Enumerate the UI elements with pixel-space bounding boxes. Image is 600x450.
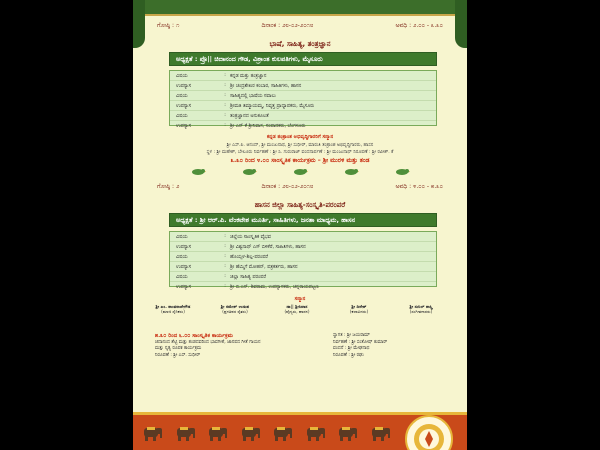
bottom-session-row: ಉಪನ್ಯಾಸ : ಶ್ರೀ ಬಿ.ಎನ್. ಶಿವರಾಮ, ಉಪನ್ಯಾಸಕರು, ಚನ್ನರಾಯಪಟ್ಟಣ [176,284,319,290]
top-sub-line-1: ಶ್ರೀ ಎಸ್.ಪಿ. ಆನಂದ್, ಶ್ರೀ ಮಂಜುನಾಥ, ಶ್ರೀ ಸುಧೀರ್, ಮಾರುತಿ ತಂತ್ರಾಂಶ ಅಭಿವೃದ್ಧಿಗಾರರು, ಹಾಸನ [226,143,374,148]
bottom-chair-line: ಅಧ್ಯಕ್ಷತೆ : ಶ್ರೀ ಆರ್.ಪಿ. ವೆಂಕಟೇಶ ಮೂರ್ತಿ, ಸಾಹಿತಿಗಳು, ಜನತಾ ಮಾಧ್ಯಮ, ಹಾಸನ [176,215,356,224]
top-date-label: ದಿನಾಂಕ : ೨೮-೦೨-೨೦೧೮ [261,22,314,29]
bottom-right-list: ಸ್ವಾಗತ : ಶ್ರೀ ಜಯರಾಮ್ ನಿರ್ವಹಣೆ : ಶ್ರೀ ಸಂತೋಷ್ ಕುಮಾರ್ ವಂದನೆ : ಶ್ರೀ ಮೇಘನಾಥ ನಿರೂಪಣೆ : ಶ್ರೀ ರಘು [333,333,388,358]
bottom-section-title: ಹಾಸನ ಜಿಲ್ಲಾ ಸಾಹಿತ್ಯ-ಸಂಸ್ಕೃತಿ-ಪರಂಪರೆ [254,201,346,209]
top-session-row: ಉಪನ್ಯಾಸ : ಶ್ರೀಮತಿ ತಿಮ್ಮಾಯಮ್ಮ, ನಿವೃತ್ತ ಪ್ರಾಧ್ಯಾಪಕರು, ಮೈಸೂರು [170,101,436,111]
elephant-icon [174,422,196,442]
top-session-row: ವಿಷಯ : ಸಾಹಿತ್ಯದಲ್ಲಿ ಭಾಷೆಯ ಸವಾಲು [170,91,436,101]
bottom-cultural-desc-3: ನಿರೂಪಣೆ : ಶ್ರೀ ಎಸ್. ಸುಧೀರ್ [155,352,201,358]
honor-heading: ಸನ್ಮಾನ [294,296,306,302]
top-meta-row [157,22,443,30]
bottom-time-label: ಅವಧಿ : ೪.೦೦ - ೫.೩೦ [395,183,443,190]
elephant-icon [239,422,261,442]
top-time-label: ಅವಧಿ : ೨.೦೦ - ೩.೩೦ [395,22,443,29]
honoree-item: ಶ್ರೀ ಎಂ. ಶಾಂತರಾಜೇಗೌಡ (ಮಾಜಿ ಸೈನಿಕರು) [155,304,191,314]
top-cultural-line: ೩.೩೦ ರಿಂದ ೪.೦೦ ಸಾಂಸ್ಕೃತಿಕ ಕಾರ್ಯಕ್ರಮ – ಶ್ರೀ ಮುರಳಿ ಮತ್ತು ತಂಡ [230,157,370,164]
logo-emblem-icon [411,421,447,450]
sammelana-logo [405,415,453,450]
bottom-session-row: ವಿಷಯ : ಜಿಲ್ಲೆಯ ಸಾಂಸ್ಕೃತಿಕ ವೈಭವ [170,232,436,242]
bottom-sessions-box [169,231,437,290]
bottom-chair-banner [169,213,437,227]
bottom-session-row: ವಿಷಯ : ಹೊಯ್ಸಳ-ಶಿಲ್ಪ-ಪರಂಪರೆ [170,252,436,262]
elephant-icon [206,422,228,442]
bottom-session-row: ಉಪನ್ಯಾಸ : ಶ್ರೀ ಹೆಮ್ಮಿಗೆ ಮೋಹನ್, ಪತ್ರಕರ್ತರು, ಹಾಸನ [170,262,436,272]
bird-icon [394,168,410,176]
elephant-icon [336,422,358,442]
bottom-date-label: ದಿನಾಂಕ : ೨೮-೦೨-೨೦೧೮ [261,183,314,190]
elephant-icon [271,422,293,442]
elephants-row [141,422,391,444]
bottom-meta-row [157,183,443,191]
bird-icon [343,168,359,176]
elephant-icon [369,422,391,442]
top-sub-line-2: ಸ್ಥಳ : ಶ್ರೀ ಮಹೇಶ್, ಬೇಲೂರು ನಿರ್ವಹಣೆ : ಶ್ರೀ ಸಿ. ಗುರುರಾಜ್ ವಂದನಾರ್ಪಣೆ : ಶ್ರೀ ಮಂಜುನಾಥ್ ನಿರೂಪಣೆ : ಶ್ರೀ ರವೀಶ್. ಕೆ [206,150,394,155]
birds-row [173,166,427,178]
elephant-icon [304,422,326,442]
bird-icon [292,168,308,176]
bottom-cultural-block [155,333,325,359]
honoree-item: ಶ್ರೀ ರಮೇಶ್ ಉಡುಪ (ಪ್ರಗತಿಪರ ರೈತರು) [220,304,250,314]
bird-icon [241,168,257,176]
top-session-row: ವಿಷಯ : ಕನ್ನಡ ಮತ್ತು ತಂತ್ರಜ್ಞಾನ [170,71,436,81]
top-chair-banner [169,52,437,66]
top-session-row: ಉಪನ್ಯಾಸ : ಶ್ರೀ ಚಂದ್ರಶೇಖರ ಕಂಬಾರ, ಸಾಹಿತಿಗಳು, ಹಾಸನ [170,81,436,91]
bottom-cultural-line: ೫.೩೦ ರಿಂದ ೬.೦೦ ಸಾಂಸ್ಕೃತಿಕ ಕಾರ್ಯಕ್ರಮ [155,333,233,339]
bottom-decorative-strip [133,412,467,450]
bottom-cultural-desc-1: ಚಿದಾನಂದ ಶೆಟ್ಟಿ ಮತ್ತು ತಂಡದವರಿಂದ ಭಾವಗೀತೆ, ಜಾನಪದ ಗೀತೆ ಗಾಯನ [155,339,261,345]
honoree-item: ಶ್ರೀ ದಿನೇಶ್ (ಕಲಾವಿದರು) [349,304,369,314]
top-sessions-box [169,70,437,129]
honoree-item: ಡಾ|| ಶ್ರೀನಿವಾಸ (ವೈದ್ಯರು, ಹಾಸನ) [284,304,310,314]
top-session-row: ವಿಷಯ : ತಂತ್ರಜ್ಞಾನದ ಅನುಕೂಲತೆ [170,111,436,121]
bottom-session-row: ವಿಷಯ : ಜಿಲ್ಲಾ ಸಾಹಿತ್ಯ ಪರಂಪರೆ [170,272,436,282]
honorees-row [149,304,449,332]
top-section-title: ಭಾಷೆ, ಸಾಹಿತ್ಯ, ತಂತ್ರಜ್ಞಾನ [269,40,331,48]
elephant-icon [141,422,163,442]
top-goshthi-label: ಗೋಷ್ಠಿ : ೧ [157,22,180,29]
bottom-goshthi-label: ಗೋಷ್ಠಿ : ೨ [157,183,180,190]
bottom-session-row: ಉಪನ್ಯಾಸ : ಶ್ರೀ ವಿಶ್ವನಾಥ್ ಎಸ್ ಬಿಳಿಕೆರೆ, ಸಾಹಿತಿಗಳು, ಹಾಸನ [170,242,436,252]
top-sub-heading: ಕನ್ನಡ ತಂತ್ರಾಂಶ ಅಭಿವೃದ್ಧಿಗಾರರಿಗೆ ಸನ್ಮಾನ [266,134,334,140]
top-chair-line: ಅಧ್ಯಕ್ಷತೆ : ಪ್ರೊ|| ಚಿದಾನಂದ ಗೌಡ, ವಿಶ್ರಾಂತ ಕುಲಪತಿಗಳು, ಮೈಸೂರು [176,54,323,63]
honoree-item: ಶ್ರೀ ಸುನಿಲ್ ಶಾಸ್ತ್ರಿ (ಸಂಗೀತಗಾರರು) [409,304,433,314]
curtain-top [133,0,467,16]
top-session-row: ಉಪನ್ಯಾಸ : ಶ್ರೀ ಎನ್ ಕೆ ಶ್ರೀನಿವಾಸ, ಸಂಪಾದಕರು, ಬೆಂಗಳೂರು [176,123,306,129]
bottom-cultural-desc-2: ಮತ್ತು ನೃತ್ಯ ರೂಪಕ ಕಾರ್ಯಕ್ರಮ [155,346,202,351]
bird-icon [190,168,206,176]
document-sheet [133,0,467,450]
